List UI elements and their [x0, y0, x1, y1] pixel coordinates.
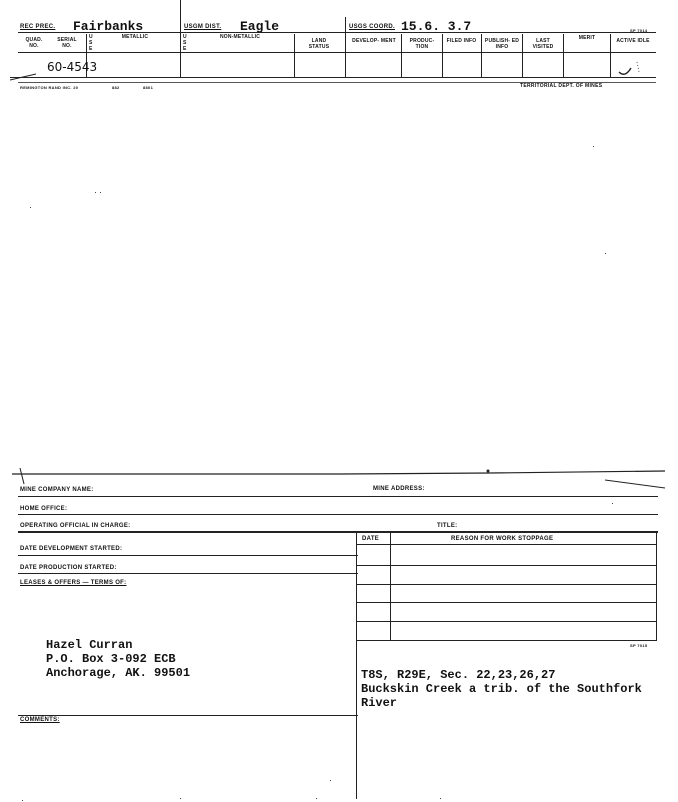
leases-label: LEASES & OFFERS — TERMS OF:: [20, 580, 127, 586]
form-number-bottom: SP 7015: [630, 643, 648, 648]
col-merit: MERIT: [578, 35, 596, 41]
col-active-idle: ACTIVE IDLE: [616, 38, 650, 44]
owner-line-1: Hazel Curran: [46, 638, 133, 652]
form-number-top: SP 7014: [630, 28, 648, 33]
usgs-coord-label: USGS COORD.: [349, 24, 395, 30]
comments-label: COMMENTS:: [20, 717, 60, 723]
col-last-visited: LAST VISITED: [532, 38, 554, 50]
col-quad-no: QUAD. NO.: [25, 37, 43, 49]
col-use-2: U S E: [183, 34, 187, 52]
department-name: TERRITORIAL DEPT. OF MINES: [520, 83, 603, 89]
location-line-1: T8S, R29E, Sec. 22,23,26,27: [361, 668, 556, 682]
reason-column-label: REASON FOR WORK STOPPAGE: [451, 536, 554, 542]
handwritten-check-mark: [615, 56, 655, 80]
col-published-info: PUBLISH- ED INFO: [484, 38, 520, 50]
card-torn-edge: [10, 462, 670, 492]
col-development: DEVELOP- MENT: [352, 38, 396, 44]
owner-line-2: P.O. Box 3-092 ECB: [46, 652, 176, 666]
col-filed-info: FILED INFO: [446, 38, 477, 44]
date-development-label: DATE DEVELOPMENT STARTED:: [20, 546, 123, 552]
col-production: PRODUC- TION: [409, 38, 435, 50]
home-office-label: HOME OFFICE:: [20, 506, 68, 512]
usgm-dist-label: USGM DIST.: [184, 24, 222, 30]
usgs-coord-value: 15.6. 3.7: [401, 19, 472, 34]
mine-company-name-label: MINE COMPANY NAME:: [20, 487, 94, 493]
printer-code-1: 882: [112, 85, 120, 90]
col-land-status: LAND STATUS: [308, 38, 330, 50]
printer-mark: REMINGTON RAND INC. 20: [20, 85, 79, 90]
col-serial-no: SERIAL NO.: [57, 37, 77, 49]
title-label: TITLE:: [437, 523, 458, 529]
col-metallic: METALLIC: [121, 34, 149, 40]
printer-code-2: 8801: [143, 85, 154, 90]
rec-prec-value: Fairbanks: [73, 19, 144, 34]
col-non-metallic: NON-METALLIC: [219, 34, 261, 40]
operating-official-label: OPERATING OFFICIAL IN CHARGE:: [20, 523, 131, 529]
rec-prec-label: REC PREC.: [20, 24, 56, 30]
owner-line-3: Anchorage, AK. 99501: [46, 666, 191, 680]
card-edge-mark: [8, 70, 38, 82]
serial-value: 60-4543: [47, 60, 98, 74]
location-line-2: Buckskin Creek a trib. of the Southfork: [361, 682, 642, 696]
date-column-label: DATE: [362, 536, 380, 542]
mine-address-label: MINE ADDRESS:: [373, 486, 425, 492]
usgm-dist-value: Eagle: [240, 19, 280, 34]
location-line-3: River: [361, 696, 398, 710]
date-production-label: DATE PRODUCTION STARTED:: [20, 565, 117, 571]
col-use-1: U S E: [89, 34, 93, 52]
